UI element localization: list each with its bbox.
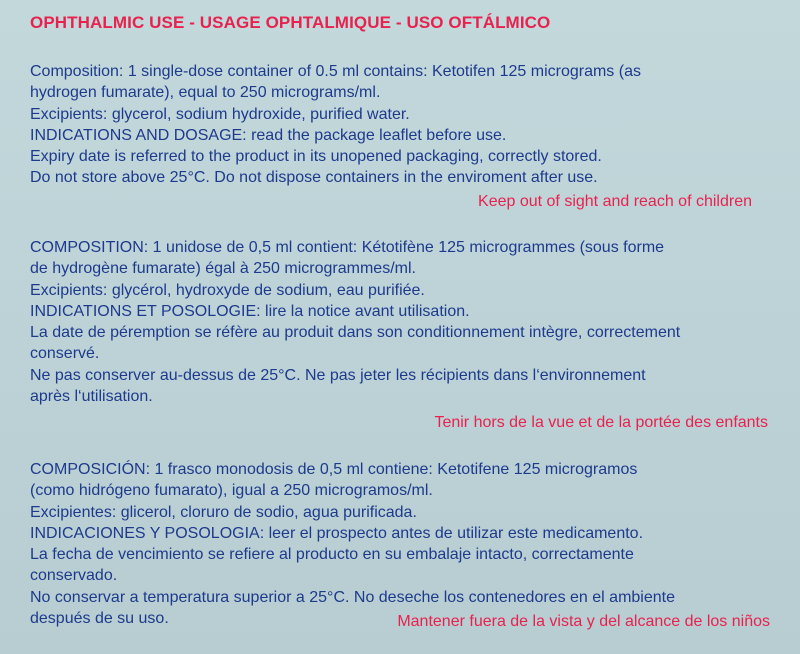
spanish-line-7: No conservar a temperatura superior a 25°C. No deseche los contenedores en el ambiente [30,588,675,606]
french-line-8: après l‘utilisation. [30,388,153,406]
english-line-6: Do not store above 25°C. Do not dispose containers in the enviroment after use. [30,169,598,187]
english-line-1: Composition: 1 single-dose container of 0.5 ml contains: Ketotifen 125 micrograms (as [30,63,641,80]
spanish-line-8: después de su uso. [30,610,169,628]
english-line-2: hydrogen fumarate), equal to 250 micrograms/ml. [30,84,381,102]
french-line-3: Excipients: glycérol, hydroxyde de sodium, eau purifiée. [30,281,425,299]
spanish-warning: Mantener fuera de la vista y del alcance de los niños [397,613,770,630]
french-line-4: INDICATIONS ET POSOLOGIE: lire la notice avant utilisation. [30,302,470,320]
spanish-line-1: COMPOSICIÓN: 1 frasco monodosis de 0,5 ml contiene: Ketotifene 125 microgramos [30,461,638,478]
header-title: OPHTHALMIC USE - USAGE OPHTALMIQUE - USO OFTÁLMICO [30,13,551,32]
french-line-7: Ne pas conserver au-dessus de 25°C. Ne pas jeter les récipients dans l‘environnement [30,366,646,384]
french-line-5: La date de péremption se réfère au produit dans son conditionnement intègre, correctement [30,324,681,342]
english-warning: Keep out of sight and reach of children [478,193,752,210]
french-line-1: COMPOSITION: 1 unidose de 0,5 ml contient: Kétotifène 125 microgrammes (sous forme [30,239,665,256]
spanish-line-5: La fecha de vencimiento se refiere al producto en su embalaje intacto, correctamente [30,546,634,564]
spanish-line-4: INDICACIONES Y POSOLOGIA: leer el prospecto antes de utilizar este medicamento. [30,524,644,542]
french-line-2: de hydrogène fumarate) égal à 250 microgrammes/ml. [30,260,416,278]
french-section [30,237,780,407]
english-section [30,61,780,189]
french-line-6: conservé. [30,345,100,363]
english-line-3: Excipients: glycerol, sodium hydroxide, purified water. [30,105,410,123]
french-warning: Tenir hors de la vue et de la portée des enfants [434,414,768,431]
english-line-4: INDICATIONS AND DOSAGE: read the package leaflet before use. [30,126,507,144]
english-line-5: Expiry date is referred to the product in its unopened packaging, correctly stored. [30,148,602,166]
spanish-line-6: conservado. [30,567,118,585]
spanish-line-3: Excipientes: glicerol, cloruro de sodio, agua purificada. [30,503,417,521]
spanish-line-2: (como hidrógeno fumarato), igual a 250 microgramos/ml. [30,482,433,500]
spanish-section [30,459,780,629]
